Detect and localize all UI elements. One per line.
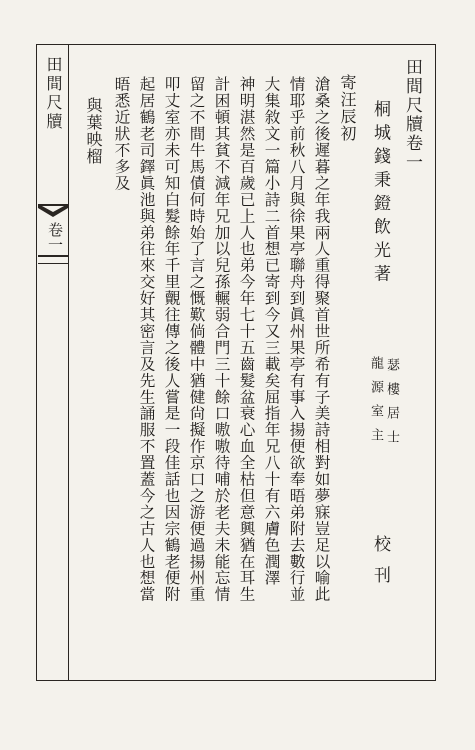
author-line: 桐城錢秉鐙飲光著 <box>370 100 390 288</box>
text-column-8: 起居鶴老司鐸眞池與弟往來交好其密言及先生誦服不置蓋今之古人也想當 <box>137 76 156 603</box>
proofreader-2: 瑟樓居士 <box>384 358 399 454</box>
spine-divider-thin <box>38 263 68 264</box>
text-column-4: 神明湛然是百歲已上人也弟今年七十五齒髮盆衰心血全枯但意興猶在耳生 <box>237 76 256 603</box>
text-column-3: 大集敘文一篇小詩二首想已寄到今又三載矣屈指年兄八十有六膚色潤澤 <box>262 76 281 586</box>
spine-volume: 卷一 <box>46 222 64 252</box>
page-title: 田間尺牘卷一 <box>402 58 422 172</box>
text-column-7: 叩丈室亦未可知白髮餘年千里覿往傳之後人嘗是一段佳話也因宗鶴老便附 <box>162 76 181 603</box>
next-letter-heading: 與葉映榴 <box>84 97 103 165</box>
spine-column-rule <box>68 44 69 681</box>
spine-title: 田間尺牘 <box>44 56 63 132</box>
spine-divider <box>38 255 68 257</box>
fish-tail-ornament-icon <box>38 204 68 218</box>
proofreader-1: 龍源室主 <box>368 356 383 452</box>
letter-heading: 寄汪辰初 <box>338 74 357 142</box>
text-column-2: 情耶乎前秋八月與徐果亭聯舟到眞州果亭有事入揚便欲奉晤弟附去數行並 <box>287 76 306 603</box>
text-column-6: 留之不間牛馬債何時始了言之慨歎倘體中猶健尙擬作京口之游便過揚州重 <box>187 76 206 603</box>
text-column-5: 計困頓其貧不減年兄加以兒孫輾弱合門三十餘口嗷嗷待哺於老夫未能忘情 <box>212 76 231 603</box>
proofreading-role: 校刊 <box>370 535 390 597</box>
text-column-9: 晤悉近狀不多及 <box>112 76 131 192</box>
text-column-1: 滄桑之後遲暮之年我兩人重得聚首世所希有子美詩相對如夢寐豈足以喻此 <box>312 76 331 603</box>
